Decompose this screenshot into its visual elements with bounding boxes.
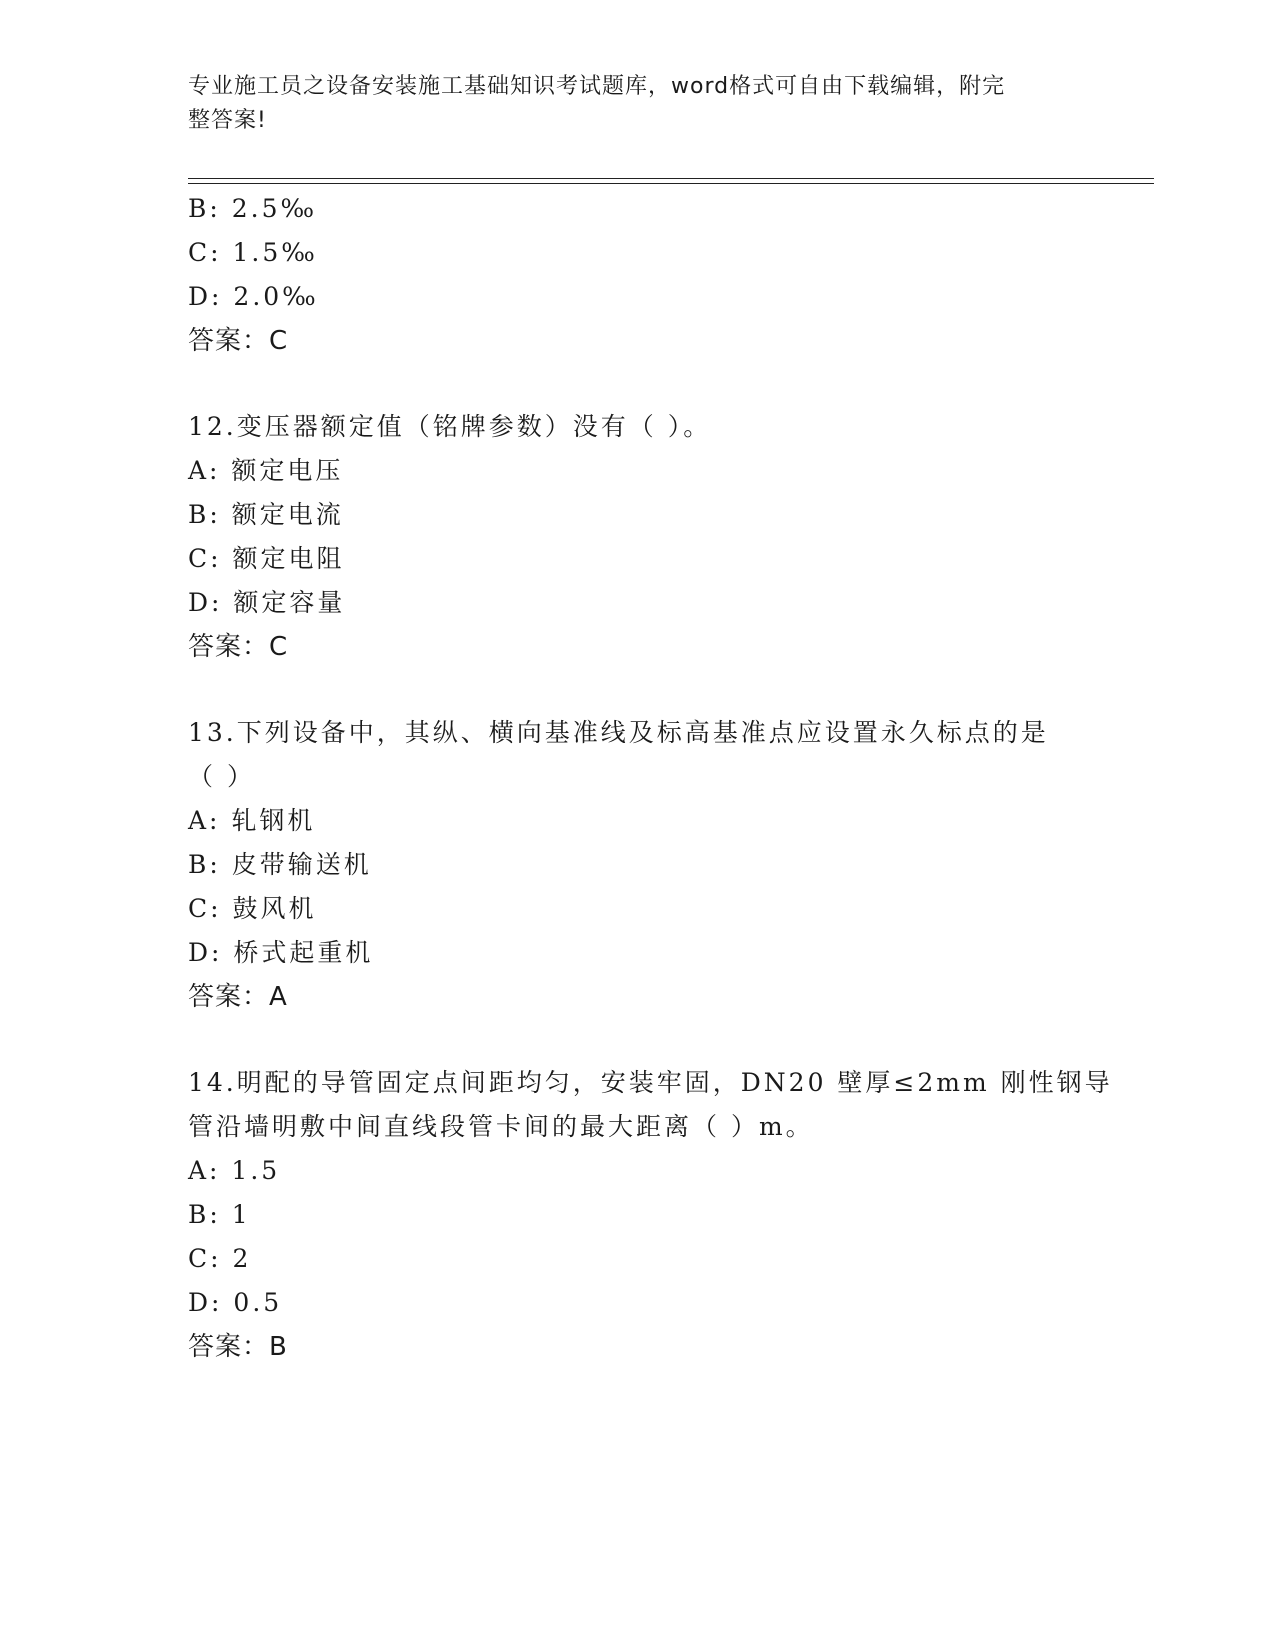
q11-option-b: B: 2.5‰ (188, 194, 318, 223)
q14-option-b: B: 1 (188, 1200, 251, 1229)
q12-option-b: B: 额定电流 (188, 500, 344, 529)
q13-option-c: C: 鼓风机 (188, 894, 317, 923)
q14-option-d: D: 0.5 (188, 1288, 283, 1317)
header-line-2: 整答案! (188, 108, 267, 133)
q14-answer: 答案：B (188, 1332, 288, 1362)
q12-option-c: C: 额定电阻 (188, 544, 345, 573)
q12-question: 12.变压器额定值（铭牌参数）没有（ ）。 (188, 412, 712, 441)
q13-option-a: A: 轧钢机 (188, 806, 316, 835)
q13-option-b: B: 皮带输送机 (188, 850, 372, 879)
q13-question-line-2: （ ） (188, 762, 255, 791)
q13-option-d: D: 桥式起重机 (188, 938, 374, 967)
q14-question-line-1: 14.明配的导管固定点间距均匀，安装牢固，DN20 壁厚≤2mm 刚性钢导 (188, 1068, 1113, 1097)
q12-option-a: A: 额定电压 (188, 456, 344, 485)
q11-option-c: C: 1.5‰ (188, 238, 318, 267)
q12-answer: 答案：C (188, 632, 289, 662)
header-divider-top (188, 178, 1154, 179)
page-header (188, 70, 1088, 138)
q12-option-d: D: 额定容量 (188, 588, 346, 617)
q13-answer: 答案：A (188, 982, 288, 1012)
q11-answer: 答案：C (188, 326, 289, 356)
q14-option-c: C: 2 (188, 1244, 252, 1273)
header-line-1: 专业施工员之设备安装施工基础知识考试题库，word格式可自由下载编辑，附完 (188, 74, 1006, 99)
q11-option-d: D: 2.0‰ (188, 282, 319, 311)
header-divider-bottom (188, 183, 1154, 184)
q14-question-line-2: 管沿墙明敷中间直线段管卡间的最大距离（ ）m。 (188, 1112, 814, 1141)
q13-question-line-1: 13.下列设备中，其纵、横向基准线及标高基准点应设置永久标点的是 (188, 718, 1049, 747)
q14-option-a: A: 1.5 (188, 1156, 281, 1185)
